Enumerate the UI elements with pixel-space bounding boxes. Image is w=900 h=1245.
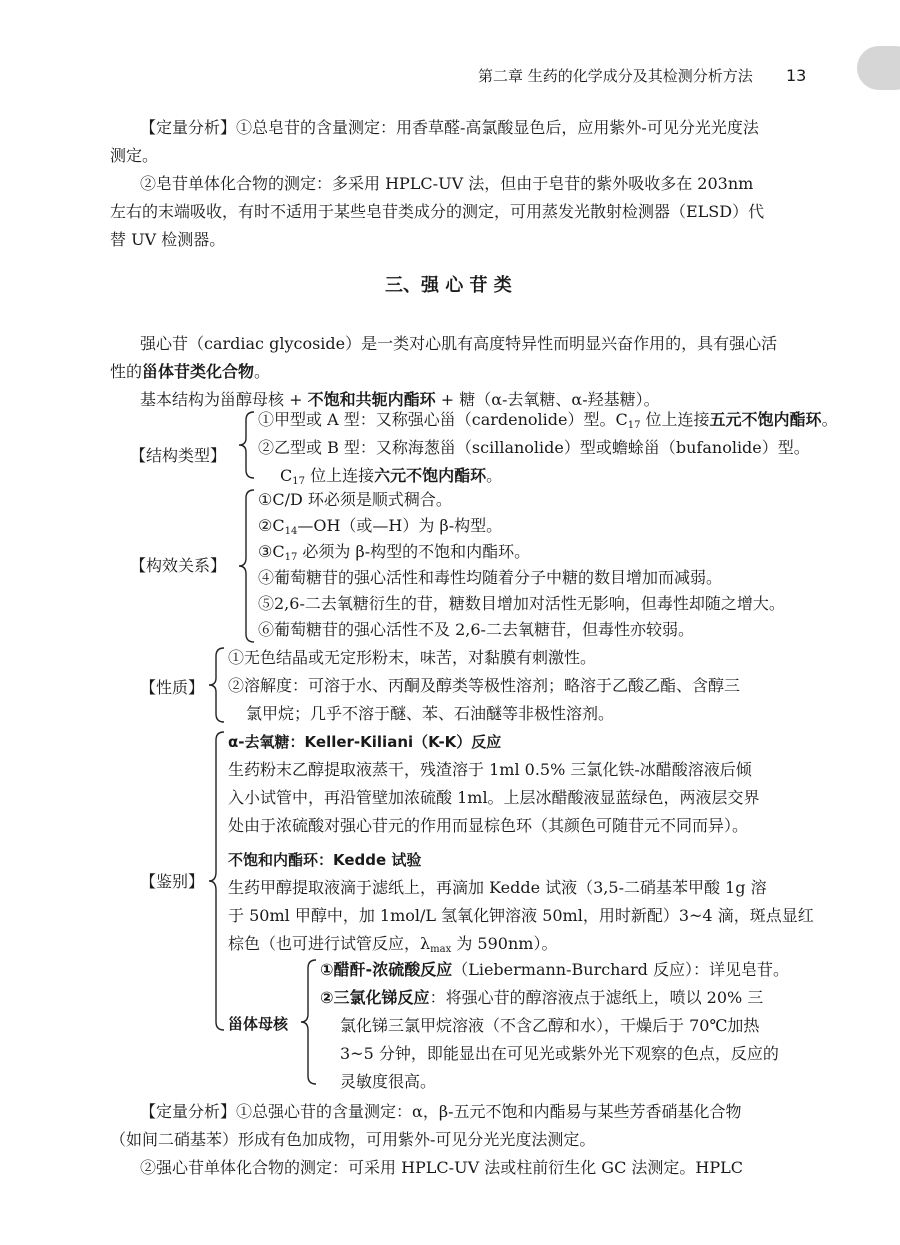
- structure-type-a: ①甲型或 A 型：又称强心甾（cardenolide）型。$C_{17}$ 位上连接五元不饱内酯环。: [258, 410, 838, 431]
- cardiac-quant-label: 【定量分析】: [140, 1102, 237, 1121]
- steroid-nucleus-label: 甾体母核: [228, 1015, 289, 1033]
- intro-line2: 性的甾体苷类化合物。: [110, 362, 271, 381]
- saponin-quant-line2: ②皂苷单体化合物的测定：多采用 HPLC-UV 法，但由于皂苷的紫外吸收多在 203nm: [140, 174, 754, 193]
- cardiac-quant-line1: 【定量分析】①总强心苷的含量测定：α，β-五元不饱和内酯易与某些芳香硝基化合物: [140, 1102, 742, 1121]
- steroid-test-2-line4: 灵敏度很高。: [340, 1072, 437, 1091]
- properties-item-1: ①无色结晶或无定形粉末，味苦，对黏膜有刺激性。: [228, 648, 597, 667]
- structure-type-b-cont: $C_{17}$ 位上连接六元不饱内酯环。: [280, 466, 503, 487]
- saponin-quant-line1b: 测定。: [110, 146, 159, 165]
- steroid-nucleus-brace: [298, 958, 320, 1086]
- kk-test-line3: 处由于浓硫酸对强心苷元的作用而显棕色环（其颜色可随苷元不同而异）。: [228, 816, 749, 835]
- steroid-test-2: ②三氯化锑反应：将强心苷的醇溶液点于滤纸上，喷以 20% 三: [320, 988, 764, 1007]
- saponin-quant-label: 【定量分析】: [140, 118, 237, 137]
- sar-brace: [236, 488, 258, 644]
- properties-label: 【性质】: [140, 678, 205, 697]
- sar-item-6: ⑥葡萄糖苷的强心活性不及 2,6-二去氧糖苷，但毒性亦较弱。: [258, 620, 694, 639]
- structure-types-brace: [236, 410, 258, 480]
- structure-type-b: ②乙型或 B 型：又称海葱甾（scillanolide）型或蟾蜍甾（bufanolide）型。: [258, 438, 810, 457]
- properties-item-2-cont: 氯甲烷；几乎不溶于醚、苯、石油醚等非极性溶剂。: [246, 704, 615, 723]
- kk-test-line1: 生药粉末乙醇提取液蒸干，残渣溶于 1ml 0.5% 三氯化铁-冰醋酸溶液后倾: [228, 760, 752, 779]
- steroid-test-2-line2: 氯化锑三氯甲烷溶液（不含乙醇和水），干燥后于 70℃加热: [340, 1016, 760, 1035]
- kedde-test-line3: 棕色（也可进行试管反应，$\lambda_{max}$ 为 590nm）。: [228, 934, 558, 955]
- structure-types-label: 【结构类型】: [130, 446, 227, 465]
- sar-item-3: $③C_{17}$ 必须为 β-构型的不饱和内酯环。: [258, 542, 531, 563]
- kedde-test-line2: 于 50ml 甲醇中，加 1mol/L 氢氧化钾溶液 50ml，用时新配）3~4 滴，斑点显红: [228, 906, 814, 925]
- sar-item-1: ①C/D 环必须是顺式稠合。: [258, 490, 452, 509]
- kk-test-line2: 入小试管中，再沿管壁加浓硫酸 1ml。上层冰醋酸液显蓝绿色，两液层交界: [228, 788, 760, 807]
- section-title: 三、强 心 苷 类: [385, 275, 512, 296]
- cardiac-quant-line3: ②强心苷单体化合物的测定：可采用 HPLC-UV 法或柱前衍生化 GC 法测定。HPLC: [140, 1158, 743, 1177]
- intro-line3: 基本结构为甾醇母核 + 不饱和共轭内酯环 + 糖（α-去氧糖、α-羟基糖）。: [140, 390, 660, 409]
- kedde-test-line1: 生药甲醇提取液滴于滤纸上，再滴加 Kedde 试液（3,5-二硝基苯甲酸 1g 溶: [228, 878, 767, 897]
- sar-label: 【构效关系】: [130, 556, 227, 575]
- kedde-test-title: 不饱和内酯环：Kedde 试验: [228, 851, 422, 869]
- saponin-quant-line3: 左右的末端吸收，有时不适用于某些皂苷类成分的测定，可用蒸发光散射检测器（ELSD）代: [110, 202, 765, 221]
- identification-label: 【鉴别】: [140, 872, 205, 891]
- intro-line1: 强心苷（cardiac glycoside）是一类对心肌有高度特异性而明显兴奋作用的，具有强心活: [140, 334, 778, 353]
- page-edge-tab: [857, 46, 900, 90]
- running-header-chapter: 第二章 生药的化学成分及其检测分析方法: [478, 67, 753, 85]
- sar-item-4: ④葡萄糖苷的强心活性和毒性均随着分子中糖的数目增加而减弱。: [258, 568, 723, 587]
- sar-item-2: $②C_{14}—OH$（或—H）为 β-构型。: [258, 516, 503, 537]
- kk-test-title: α-去氧糖：Keller-Kiliani（K-K）反应: [228, 733, 502, 751]
- page-number: 13: [786, 66, 807, 85]
- saponin-quant-line4: 替 UV 检测器。: [110, 230, 226, 249]
- steroid-test-1: ①醋酐-浓硫酸反应（Liebermann-Burchard 反应）：详见皂苷。: [320, 960, 789, 979]
- identification-brace: [206, 730, 228, 1032]
- steroid-test-2-line3: 3~5 分钟，即能显出在可见光或紫外光下观察的色点，反应的: [340, 1044, 779, 1063]
- cardiac-quant-line2: （如间二硝基苯）形成有色加成物，可用紫外-可见分光光度法测定。: [110, 1130, 596, 1149]
- properties-brace: [206, 646, 228, 724]
- sar-item-5: ⑤2,6-二去氧糖衍生的苷，糖数目增加对活性无影响，但毒性却随之增大。: [258, 594, 785, 613]
- properties-item-2: ②溶解度：可溶于水、丙酮及醇类等极性溶剂；略溶于乙酸乙酯、含醇三: [228, 676, 741, 695]
- saponin-quant-line1: 【定量分析】①总皂苷的含量测定：用香草醛-高氯酸显色后，应用紫外-可见分光光度法: [140, 118, 759, 137]
